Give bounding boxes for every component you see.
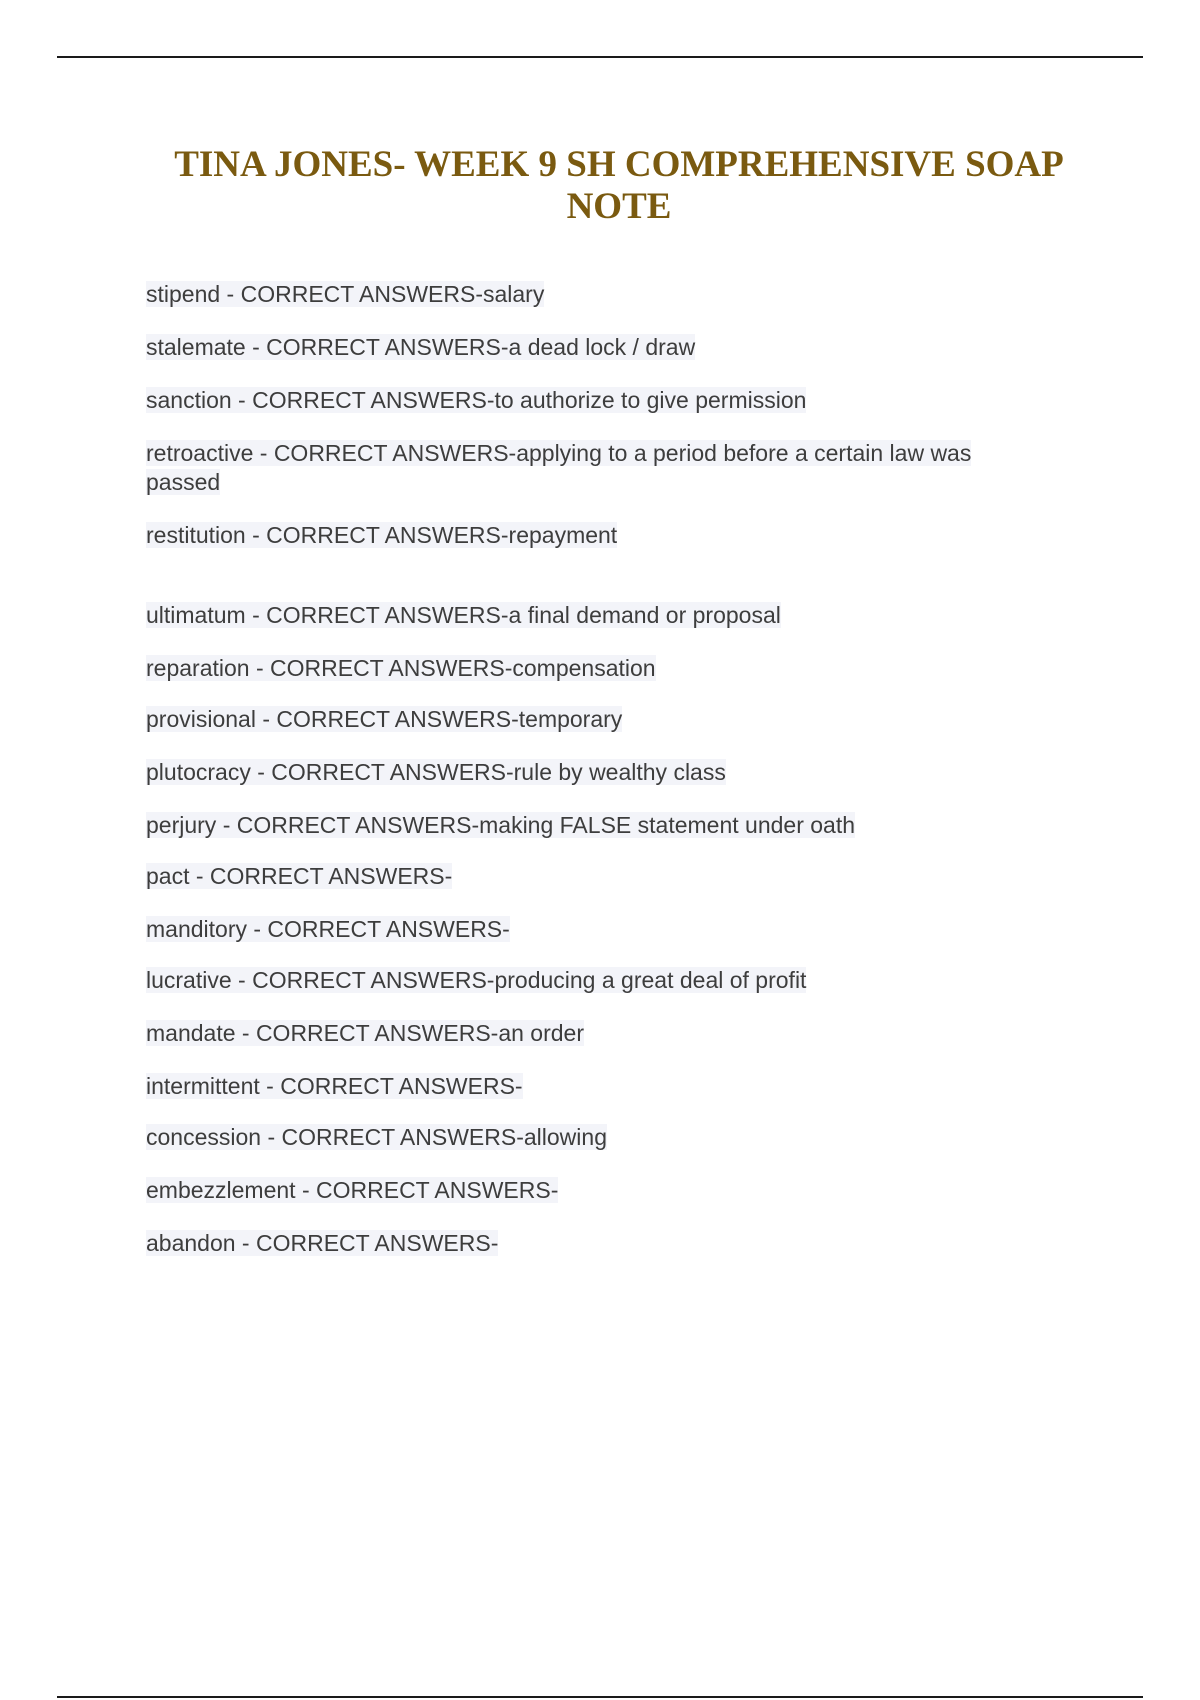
entry-text: pact - CORRECT ANSWERS- <box>146 863 453 889</box>
list-item <box>146 1019 1046 1048</box>
entry-text: stalemate - CORRECT ANSWERS-a dead lock / draw <box>146 334 696 360</box>
list-item <box>146 1229 1046 1258</box>
bottom-rule <box>57 1696 1143 1698</box>
entry-text: sanction - CORRECT ANSWERS-to authorize to give permission <box>146 387 807 413</box>
list-item <box>146 386 1046 415</box>
list-item <box>146 333 1046 362</box>
list-item <box>146 1123 1046 1152</box>
entry-text: ultimatum - CORRECT ANSWERS-a final demand or proposal <box>146 602 781 628</box>
entry-text: perjury - CORRECT ANSWERS-making FALSE statement under oath <box>146 812 856 838</box>
entry-text: retroactive - CORRECT ANSWERS-applying to a period before a certain law was passed <box>146 440 972 495</box>
entry-text: restitution - CORRECT ANSWERS-repayment <box>146 522 618 548</box>
entry-text: abandon - CORRECT ANSWERS- <box>146 1230 499 1256</box>
list-item <box>146 862 1046 891</box>
entry-text: provisional - CORRECT ANSWERS-temporary <box>146 706 623 732</box>
list-item <box>146 1072 1046 1101</box>
entry-text: intermittent - CORRECT ANSWERS- <box>146 1073 523 1099</box>
entry-text: reparation - CORRECT ANSWERS-compensation <box>146 655 656 681</box>
list-item <box>146 1176 1046 1205</box>
list-item <box>146 915 1046 944</box>
entry-text: stipend - CORRECT ANSWERS-salary <box>146 281 545 307</box>
list-item <box>146 705 1046 734</box>
entry-text: plutocracy - CORRECT ANSWERS-rule by wealthy class <box>146 759 726 785</box>
entry-text: mandate - CORRECT ANSWERS-an order <box>146 1020 584 1046</box>
entry-text: embezzlement - CORRECT ANSWERS- <box>146 1177 559 1203</box>
document-title: TINA JONES- WEEK 9 SH COMPREHENSIVE SOAP NOTE <box>174 144 1064 227</box>
entry-text: manditory - CORRECT ANSWERS- <box>146 916 510 942</box>
list-item <box>146 811 1046 840</box>
list-item <box>146 966 1046 995</box>
list-item <box>146 439 1046 497</box>
vocabulary-list <box>146 280 1046 1258</box>
list-item <box>146 601 1046 630</box>
list-item <box>146 521 1046 550</box>
list-item <box>146 654 1046 683</box>
entry-text: concession - CORRECT ANSWERS-allowing <box>146 1124 607 1150</box>
top-rule <box>57 56 1143 58</box>
list-item <box>146 280 1046 309</box>
list-item <box>146 758 1046 787</box>
entry-text: lucrative - CORRECT ANSWERS-producing a great deal of profit <box>146 967 807 993</box>
